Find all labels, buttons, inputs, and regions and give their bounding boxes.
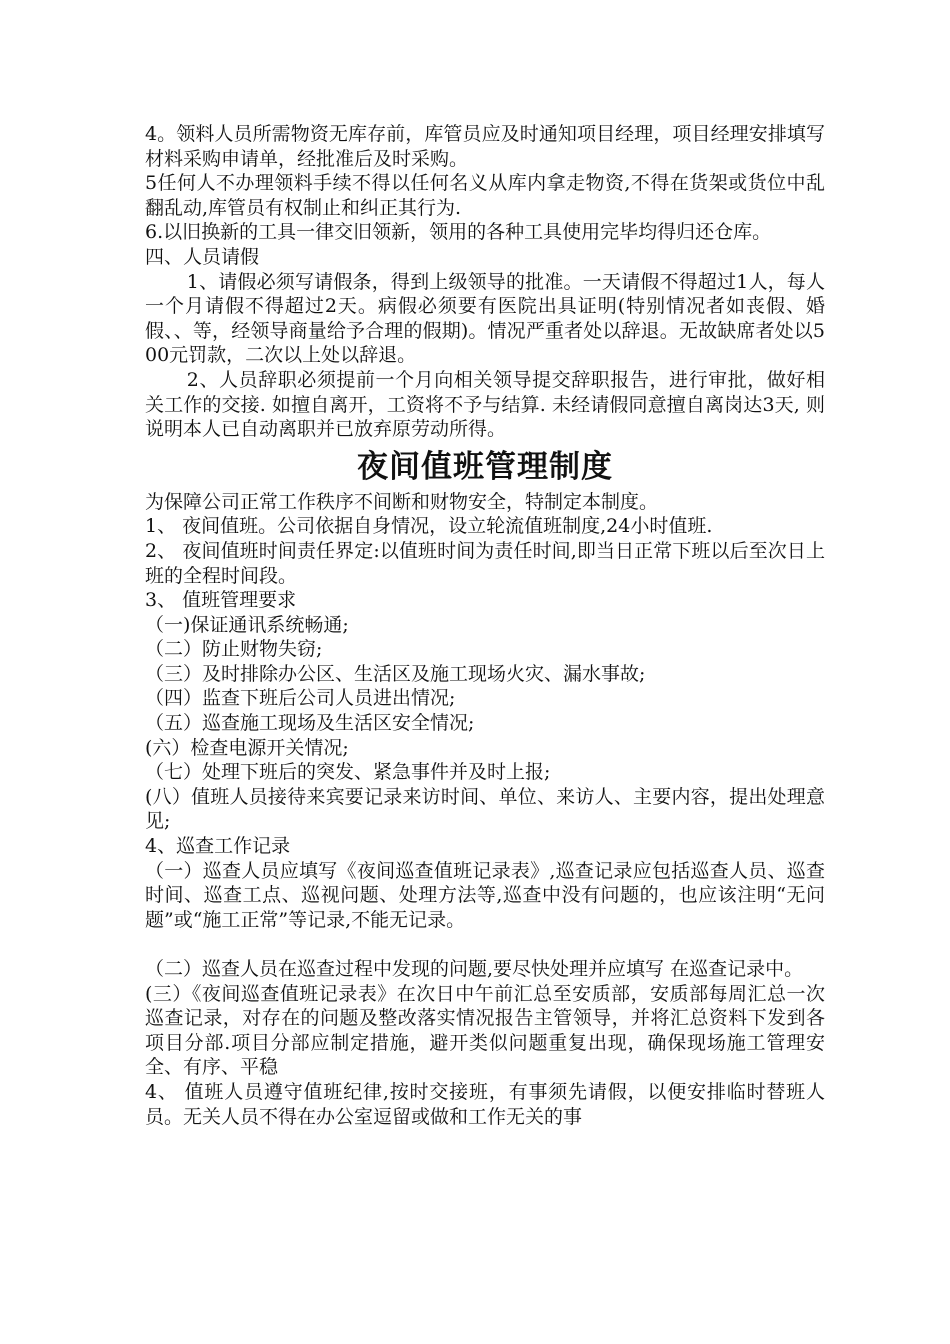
requirement-item: （四）监查下班后公司人员进出情况; [145, 687, 456, 710]
list-item-duty-discipline: 4、 值班人员遵守值班纪律,按时交接班，有事须先请假，以便安排临时替班人员。无关人员不得在办公室逗留或做和工作无关的事 [145, 1080, 825, 1128]
requirement-item: (六）检查电源开关情况; [145, 736, 349, 759]
document-page [145, 122, 825, 1129]
list-item-night-duty: 1、 夜间值班。公司依据自身情况，设立轮流值班制度,24小时值班. [145, 515, 713, 538]
record-item: （二）巡查人员在巡查过程中发现的问题,要尽快处理并应填写 在巡查记录中。 [145, 958, 804, 980]
paragraph-resignation: 2、人员辞职必须提前一个月向相关领导提交辞职报告，进行审批，做好相关工作的交接. 如擅自离开，工资将不予与结算. 未经请假同意擅自离岗达3天, 则说明本人已自动离职并已放弃原劳动所得。 [145, 368, 825, 441]
page-title: 夜间值班管理制度 [357, 448, 613, 485]
requirement-item: （七）处理下班后的突发、紧急事件并及时上报; [145, 761, 551, 784]
paragraph-intro: 为保障公司正常工作秩序不间断和财物安全，特制定本制度。 [145, 490, 659, 513]
record-item: (三）《夜间巡查值班记录表》在次日中午前汇总至安质部，安质部每周汇总一次巡查记录，对存在的问题及整改落实情况报告主管领导，并将汇总资料下发到各项目分部.项目分部应制定措施，避开类似问题重复出现，确保现场施工管理安全、有序、平稳 [145, 982, 825, 1079]
requirement-item: （三）及时排除办公区、生活区及施工现场火灾、漏水事故; [145, 662, 646, 685]
paragraph-requisition-procedure: 5任何人不办理领料手续不得以任何名义从库内拿走物资,不得在货架或货位中乱翻乱动,库管员有权制止和纠正其行为. [145, 172, 825, 219]
blank-line [145, 932, 825, 957]
requirement-item: （五）巡查施工现场及生活区安全情况; [145, 712, 475, 735]
list-item-patrol-records: 4、巡查工作记录 [145, 835, 291, 858]
paragraph-requisition-no-stock: 4。领料人员所需物资无库存前，库管员应及时通知项目经理，项目经理安排填写材料采购申请单，经批准后及时采购。 [145, 123, 825, 170]
list-item-duty-time: 2、 夜间值班时间责任界定:以值班时间为责任时间,即当日正常下班以后至次日上班的全程时间段。 [145, 539, 825, 587]
requirement-item: (八）值班人员接待来宾要记录来访时间、单位、来访人、主要内容，提出处理意见; [145, 785, 825, 833]
record-item: （一）巡查人员应填写《夜间巡查值班记录表》,巡查记录应包括巡查人员、巡查时间、巡查工点、巡视问题、处理方法等,巡查中没有问题的，也应该注明“无问题”或“施工正常”等记录,不能无记录。 [145, 859, 825, 931]
section-heading-leave: 四、人员请假 [145, 245, 260, 268]
list-item-duty-requirements: 3、 值班管理要求 [145, 589, 297, 612]
paragraph-tool-exchange: 6.以旧换新的工具一律交旧领新，领用的各种工具使用完毕均得归还仓库。 [145, 221, 772, 244]
requirement-item: （二）防止财物失窃; [145, 638, 323, 661]
paragraph-leave-request: 1、请假必须写请假条，得到上级领导的批准。一天请假不得超过1人，每人一个月请假不得超过2天。病假必须要有医院出具证明(特别情况者如丧假、婚假、、等，经领导商量给予合理的假期)。情况严重者处以辞退。无故缺席者处以500元罚款，二次以上处以辞退。 [145, 270, 825, 367]
requirement-item: （一)保证通讯系统畅通; [145, 613, 349, 636]
